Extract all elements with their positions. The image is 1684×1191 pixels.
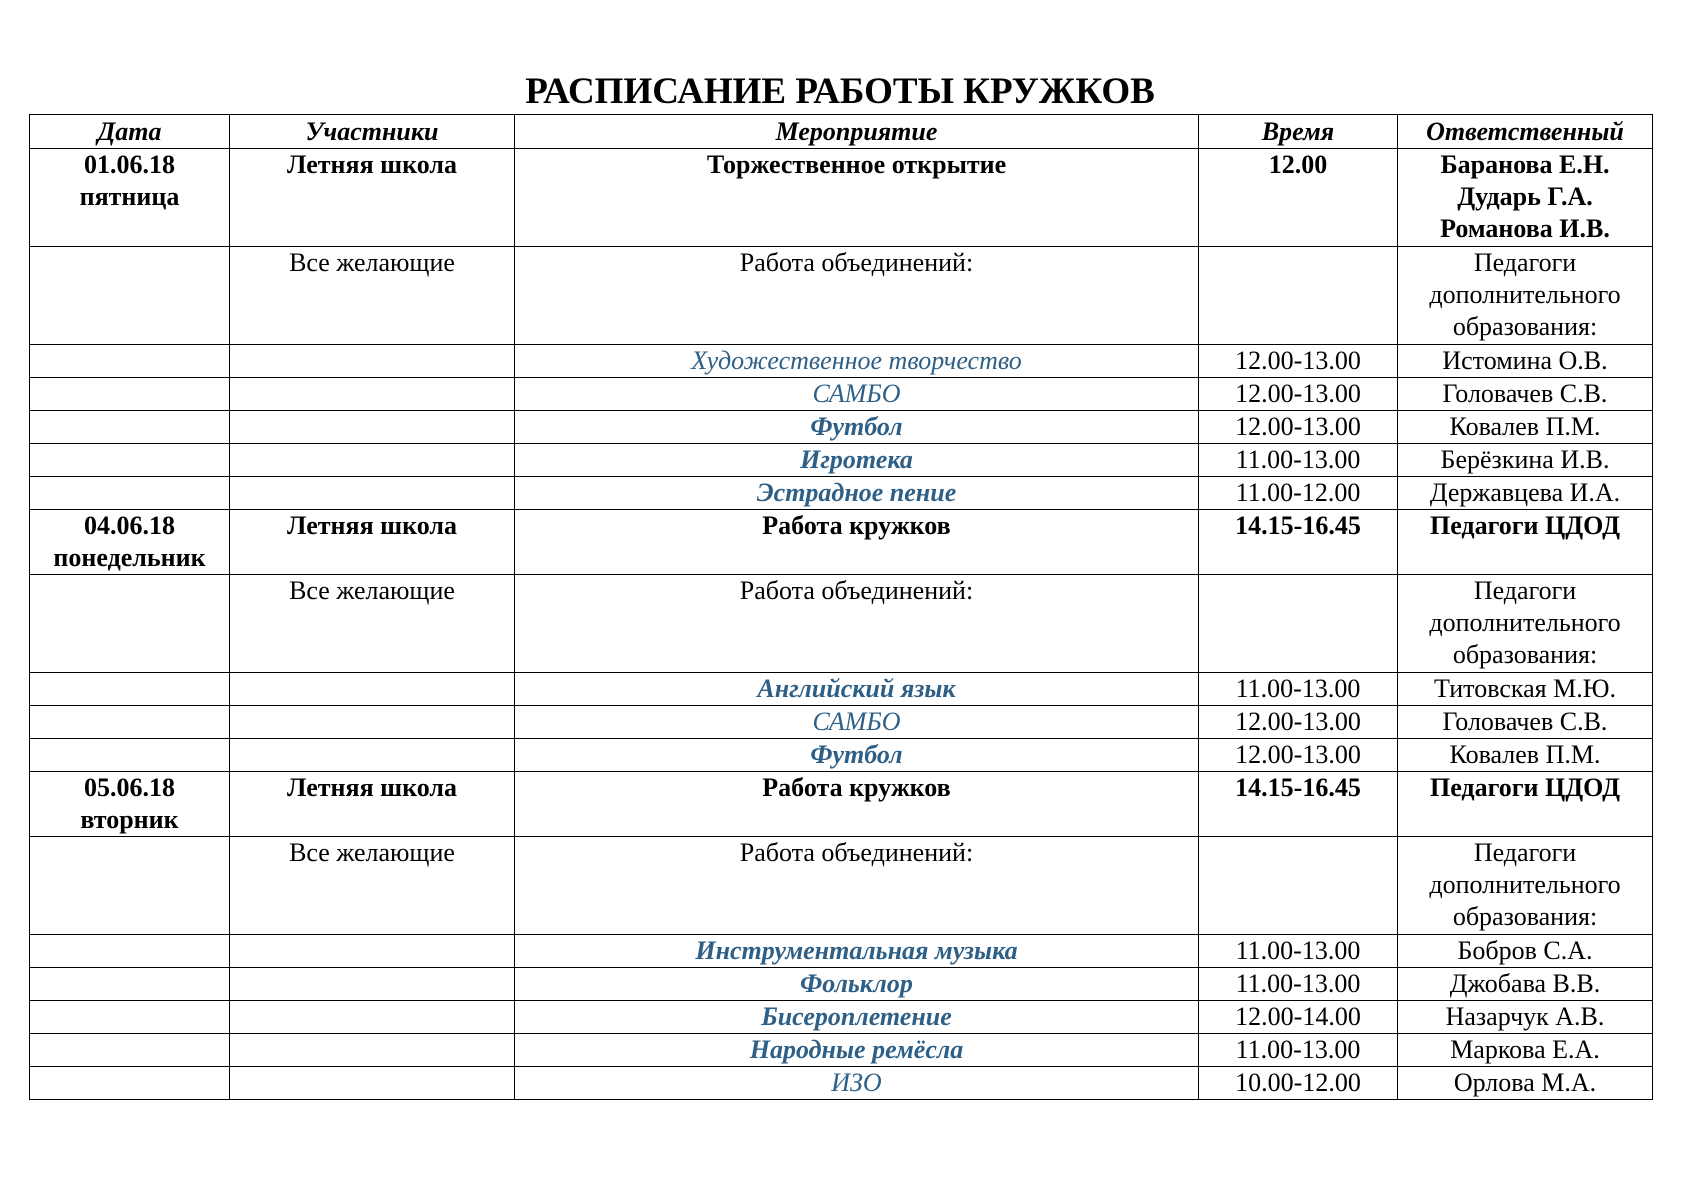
header-responsible: Ответственный: [1398, 115, 1653, 149]
activity-cell: Английский язык: [515, 673, 1199, 706]
activity-cell: Художественное творчество: [515, 345, 1199, 378]
participants-cell: Летняя школа: [230, 510, 515, 575]
time-cell: 11.00-13.00: [1199, 444, 1398, 477]
responsible-cell: Джобава В.В.: [1398, 968, 1653, 1001]
responsible-cell: Головачев С.В.: [1398, 706, 1653, 739]
time-cell: 10.00-12.00: [1199, 1067, 1398, 1100]
responsible-cell: Истомина О.В.: [1398, 345, 1653, 378]
page-title: РАСПИСАНИЕ РАБОТЫ КРУЖКОВ: [525, 71, 1155, 112]
participants-cell: [230, 444, 515, 477]
date-cell: 01.06.18 пятница: [30, 149, 230, 247]
activity-cell: САМБО: [515, 378, 1199, 411]
table-row: [30, 510, 1653, 575]
activity-cell: Футбол: [515, 739, 1199, 772]
date-cell: 04.06.18 понедельник: [30, 510, 230, 575]
activity-cell: Эстрадное пение: [515, 477, 1199, 510]
time-cell: [1199, 575, 1398, 673]
table-row: [30, 411, 1653, 444]
participants-cell: [230, 345, 515, 378]
event-cell: Работа объединений:: [515, 575, 1199, 673]
date-cell: [30, 739, 230, 772]
responsible-cell: Педагоги ЦДОД: [1398, 772, 1653, 837]
participants-cell: [230, 968, 515, 1001]
date-cell: [30, 673, 230, 706]
header-row: [30, 115, 1653, 149]
participants-cell: [230, 411, 515, 444]
time-cell: 11.00-13.00: [1199, 673, 1398, 706]
responsible-cell: Бобров С.А.: [1398, 935, 1653, 968]
participants-cell: Летняя школа: [230, 149, 515, 247]
time-cell: 12.00-13.00: [1199, 378, 1398, 411]
time-cell: 12.00-13.00: [1199, 706, 1398, 739]
participants-cell: Все желающие: [230, 837, 515, 935]
schedule-table: [29, 114, 1653, 1100]
date-cell: [30, 706, 230, 739]
participants-cell: [230, 739, 515, 772]
participants-cell: [230, 1034, 515, 1067]
participants-cell: Все желающие: [230, 247, 515, 345]
date-cell: [30, 575, 230, 673]
time-cell: 14.15-16.45: [1199, 772, 1398, 837]
date-cell: [30, 378, 230, 411]
responsible-cell: Педагоги дополнительного образования:: [1398, 837, 1653, 935]
responsible-cell: Педагоги дополнительного образования:: [1398, 247, 1653, 345]
table-row: [30, 706, 1653, 739]
time-cell: 11.00-12.00: [1199, 477, 1398, 510]
responsible-cell: Баранова Е.Н. Дударь Г.А. Романова И.В.: [1398, 149, 1653, 247]
date-cell: [30, 837, 230, 935]
time-cell: 11.00-13.00: [1199, 935, 1398, 968]
table-row: [30, 477, 1653, 510]
time-cell: [1199, 247, 1398, 345]
date-cell: [30, 1067, 230, 1100]
activity-cell: САМБО: [515, 706, 1199, 739]
activity-cell: ИЗО: [515, 1067, 1199, 1100]
responsible-cell: Маркова Е.А.: [1398, 1034, 1653, 1067]
participants-cell: [230, 1001, 515, 1034]
date-cell: [30, 1034, 230, 1067]
event-cell: Работа кружков: [515, 510, 1199, 575]
participants-cell: [230, 673, 515, 706]
participants-cell: [230, 378, 515, 411]
time-cell: 12.00-13.00: [1199, 345, 1398, 378]
table-row: [30, 247, 1653, 345]
table-row: [30, 739, 1653, 772]
responsible-cell: Ковалев П.М.: [1398, 739, 1653, 772]
time-cell: 11.00-13.00: [1199, 1034, 1398, 1067]
activity-cell: Инструментальная музыка: [515, 935, 1199, 968]
date-cell: [30, 411, 230, 444]
responsible-cell: Педагоги дополнительного образования:: [1398, 575, 1653, 673]
activity-cell: Футбол: [515, 411, 1199, 444]
event-cell: Торжественное открытие: [515, 149, 1199, 247]
table-row: [30, 575, 1653, 673]
time-cell: 12.00-13.00: [1199, 739, 1398, 772]
date-cell: [30, 444, 230, 477]
table-row: [30, 968, 1653, 1001]
event-cell: Работа кружков: [515, 772, 1199, 837]
responsible-cell: Головачев С.В.: [1398, 378, 1653, 411]
table-row: [30, 345, 1653, 378]
table-row: [30, 444, 1653, 477]
responsible-cell: Назарчук А.В.: [1398, 1001, 1653, 1034]
table-row: [30, 1067, 1653, 1100]
table-row: [30, 673, 1653, 706]
activity-cell: Игротека: [515, 444, 1199, 477]
time-cell: 14.15-16.45: [1199, 510, 1398, 575]
activity-cell: Бисероплетение: [515, 1001, 1199, 1034]
header-event: Мероприятие: [515, 115, 1199, 149]
time-cell: 12.00: [1199, 149, 1398, 247]
participants-cell: [230, 935, 515, 968]
event-cell: Работа объединений:: [515, 837, 1199, 935]
table-row: [30, 837, 1653, 935]
activity-cell: Народные ремёсла: [515, 1034, 1199, 1067]
responsible-cell: Берёзкина И.В.: [1398, 444, 1653, 477]
event-cell: Работа объединений:: [515, 247, 1199, 345]
time-cell: 12.00-13.00: [1199, 411, 1398, 444]
date-cell: [30, 247, 230, 345]
date-cell: [30, 477, 230, 510]
table-row: [30, 149, 1653, 247]
participants-cell: [230, 706, 515, 739]
time-cell: 11.00-13.00: [1199, 968, 1398, 1001]
date-cell: [30, 935, 230, 968]
table-row: [30, 378, 1653, 411]
table-row: [30, 1001, 1653, 1034]
time-cell: [1199, 837, 1398, 935]
participants-cell: [230, 1067, 515, 1100]
table-row: [30, 772, 1653, 837]
table-row: [30, 1034, 1653, 1067]
table-row: [30, 935, 1653, 968]
header-participants: Участники: [230, 115, 515, 149]
responsible-cell: Державцева И.А.: [1398, 477, 1653, 510]
activity-cell: Фольклор: [515, 968, 1199, 1001]
date-cell: 05.06.18 вторник: [30, 772, 230, 837]
responsible-cell: Ковалев П.М.: [1398, 411, 1653, 444]
responsible-cell: Орлова М.А.: [1398, 1067, 1653, 1100]
date-cell: [30, 345, 230, 378]
header-time: Время: [1199, 115, 1398, 149]
date-cell: [30, 968, 230, 1001]
participants-cell: Все желающие: [230, 575, 515, 673]
participants-cell: Летняя школа: [230, 772, 515, 837]
header-date: Дата: [30, 115, 230, 149]
participants-cell: [230, 477, 515, 510]
time-cell: 12.00-14.00: [1199, 1001, 1398, 1034]
date-cell: [30, 1001, 230, 1034]
responsible-cell: Титовская М.Ю.: [1398, 673, 1653, 706]
responsible-cell: Педагоги ЦДОД: [1398, 510, 1653, 575]
